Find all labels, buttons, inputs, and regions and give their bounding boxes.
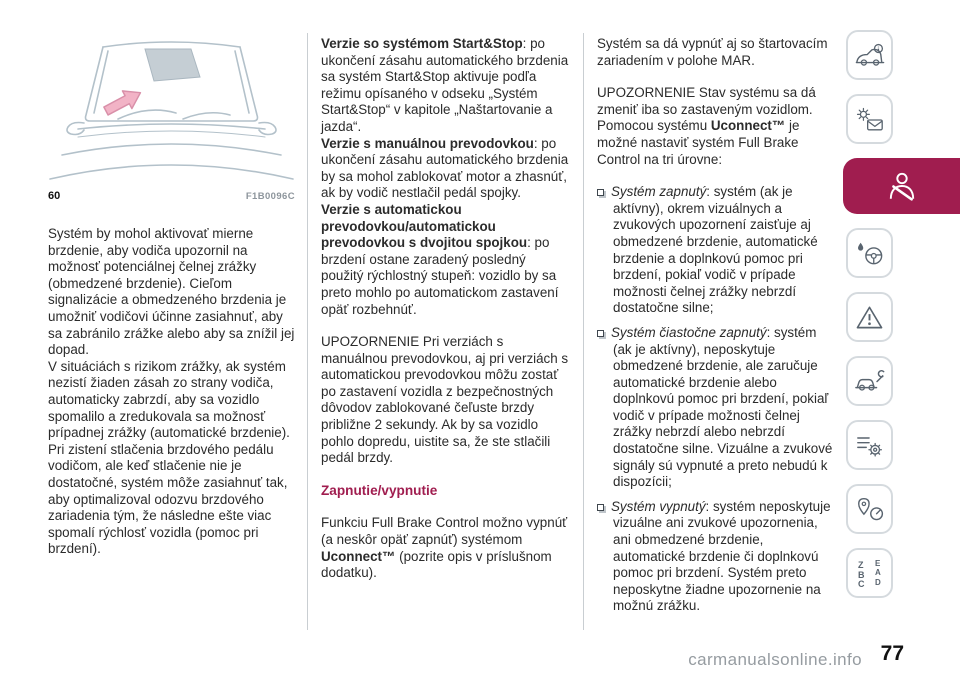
text-segment: Zapnutie/vypnutie bbox=[321, 482, 438, 498]
sidebar-tab-servicing[interactable] bbox=[846, 420, 893, 470]
text-segment: : systém (ak je aktívny), okrem vizuálnych a zvukových upozornení zaisťuje aj obmedzené brzdenie, automatické brzdenie a doplnkovú pomoc pri brzdení, pokiaľ vodič v prípade možnosti čelnej zrážky nebrzdí dostatočne silne; bbox=[613, 184, 818, 316]
text-segment: Uconnect™ bbox=[321, 548, 396, 564]
figure-number: 60 bbox=[48, 190, 61, 202]
paragraph bbox=[321, 334, 571, 467]
paragraph bbox=[321, 202, 571, 318]
text-segment: Systém vypnutý bbox=[611, 498, 706, 514]
steering-wheel-droplet-icon bbox=[855, 240, 885, 267]
text-column-2 bbox=[321, 36, 571, 582]
paragraph bbox=[321, 515, 571, 581]
pink-arrow bbox=[101, 84, 145, 120]
text-segment: Verzie s automatickou prevodovkou/automatickou prevodovkou s dvojitou spojkou bbox=[321, 201, 528, 251]
text-segment: UPOZORNENIE Stav systému sa dá zmeniť iba so zastaveným vozidlom. Pomocou systému bbox=[597, 85, 816, 134]
text-segment: Verzie so systémom Start&Stop bbox=[321, 36, 523, 51]
sidebar-tab-emergency[interactable] bbox=[846, 356, 893, 406]
text-segment: : po brzdení ostane zaradený posledný použitý rýchlostný stupeň: vozidlo by sa preto mohlo po automatickom zastavení opäť rozbehnúť. bbox=[321, 235, 559, 317]
text-segment: (pozrite opis v príslušnom dodatku). bbox=[321, 548, 552, 581]
svg-text:Z: Z bbox=[857, 560, 863, 570]
paragraph bbox=[321, 36, 571, 136]
text-segment: Systém by mohol aktivovať mierne brzdenie, aby vodiča upozornil na možnosť potenciálnej čelnej zrážky (obmedzené brzdenie). Cieľom signalizácie a obmedzeného brzdenia je umožniť vodičovi účinne zasiahnuť, aby sa zabránilo zrážke alebo aby sa znížil jej dopad. bbox=[48, 226, 295, 358]
text-segment: Uconnect™ bbox=[710, 118, 786, 134]
text-segment: : systém (ak je aktívny), neposkytuje obmedzené brzdenie, ale zaručuje automatické brzdenie alebo doplnkovú pomoc pri brzdení, pokiaľ vodič v prípade možnosti čelnej zrážky nebrzdí alebo nebrzdí dostatočne silne. Vizuálne a zvukové signály sú vypnuté a preto nebudú k dispozícii; bbox=[613, 324, 833, 490]
text-column-3 bbox=[597, 36, 837, 615]
svg-text:B: B bbox=[857, 570, 864, 580]
svg-text:E: E bbox=[874, 559, 880, 568]
column-divider bbox=[307, 33, 308, 630]
car-wrench-icon bbox=[854, 368, 886, 395]
column-divider bbox=[583, 33, 584, 630]
text-segment: je možné nastaviť systém Full Brake Control na tri úrovne: bbox=[597, 118, 800, 167]
paragraph bbox=[321, 136, 571, 202]
text-segment: Systém sa dá vypnúť aj so štartovacím zariadením v polohe MAR. bbox=[597, 36, 828, 68]
watermark: carmanualsonline.info bbox=[688, 650, 862, 669]
text-segment: UPOZORNENIE Pri verziách s manuálnou prevodovkou, aj pri verziách s automatickou prevodovkou môžu zostať po zastavení vozidla z bezpečnostných dôvodov zablokované čeľuste brzdy približne 2 sekundy. Ak by sa vozidlo pohlo dopredu, uistite sa, že ste stlačili pedál brzdy. bbox=[321, 334, 569, 466]
car-info-icon bbox=[855, 42, 885, 69]
sidebar-tab-starting-driving[interactable] bbox=[846, 228, 893, 278]
paragraph bbox=[48, 359, 298, 558]
page-number: 77 bbox=[880, 642, 904, 665]
svg-text:D: D bbox=[874, 578, 881, 587]
sidebar-tab-vehicle[interactable] bbox=[846, 30, 893, 80]
gear-list-icon bbox=[855, 432, 885, 459]
heading bbox=[321, 483, 571, 500]
letters-index-icon bbox=[855, 558, 885, 588]
text-segment: : systém neposkytuje vizuálne ani zvukové upozornenia, ani obmedzené brzdenie, automatické brzdenie či doplnkovú pomoc pri brzdení. Systém preto neposkytne žiadne upozornenie na možnú zrážku. bbox=[613, 498, 831, 614]
sidebar-tab-index[interactable] bbox=[846, 548, 893, 598]
seatbelt-person-icon bbox=[886, 170, 918, 202]
map-pin-gauge-icon bbox=[855, 496, 885, 523]
text-segment: Funkciu Full Brake Control možno vypnúť (a neskôr opäť zapnúť) systémom bbox=[321, 515, 568, 548]
sidebar-tab-safety[interactable] bbox=[843, 158, 960, 214]
svg-text:A: A bbox=[874, 568, 881, 577]
figure-caption bbox=[48, 190, 295, 202]
list-item bbox=[597, 325, 837, 491]
list-item bbox=[597, 499, 837, 615]
sun-envelope-icon bbox=[855, 106, 885, 133]
text-segment: Systém čiastočne zapnutý bbox=[611, 324, 767, 340]
paragraph bbox=[597, 36, 837, 69]
text-segment: Systém zapnutý bbox=[611, 184, 707, 200]
warning-triangle-icon bbox=[855, 304, 884, 331]
figure bbox=[48, 33, 295, 202]
list-square-marker bbox=[597, 189, 604, 196]
text-segment: : po ukončení zásahu automatického brzdenia by sa mohol zablokovať motor a zhasnúť, ak by vodič nestlačil pedál spojky. bbox=[321, 135, 569, 201]
text-segment: : po ukončení zásahu automatického brzdenia sa systém Start&Stop aktivuje podľa režimu opísaného v odseku „Systém Start&Stop“ v kapitole „Naštartovanie a jazda“. bbox=[321, 36, 569, 134]
sidebar-tab-warning-lights[interactable] bbox=[846, 292, 893, 342]
paragraph bbox=[48, 226, 298, 359]
figure-code: F1B0096C bbox=[245, 191, 295, 202]
list-item bbox=[597, 184, 837, 317]
text-segment: V situáciách s rizikom zrážky, ak systém nezistí žiaden zásah zo strany vodiča, automaticky zabrzdí, aby sa vozidlo spomalilo a zredukovala sa možnosť prípadnej zrážky (automatické brzdenie). Pri zistení stlačenia brzdového pedálu vodičom, ale keď stlačenie nie je dostatočné, systém môže zasiahnuť tak, aby optimalizoval odozvu brzdového zariadenia tým, že následne ešte viac spomalí rýchlosť vozidla (pomoc pri brzdení). bbox=[48, 358, 290, 557]
sensor-cover-patch bbox=[145, 49, 200, 81]
list-square-marker bbox=[597, 504, 604, 511]
sidebar-tab-instrument-panel[interactable] bbox=[846, 94, 893, 144]
sidebar-tab-technical-data[interactable] bbox=[846, 484, 893, 534]
paragraph bbox=[597, 85, 837, 168]
text-segment: Verzie s manuálnou prevodovkou bbox=[321, 135, 534, 151]
chapter-sidebar bbox=[843, 30, 960, 598]
list-square-marker bbox=[597, 330, 604, 337]
svg-text:C: C bbox=[857, 579, 864, 588]
car-windshield-illustration bbox=[48, 33, 295, 185]
text-column-1 bbox=[48, 226, 298, 558]
